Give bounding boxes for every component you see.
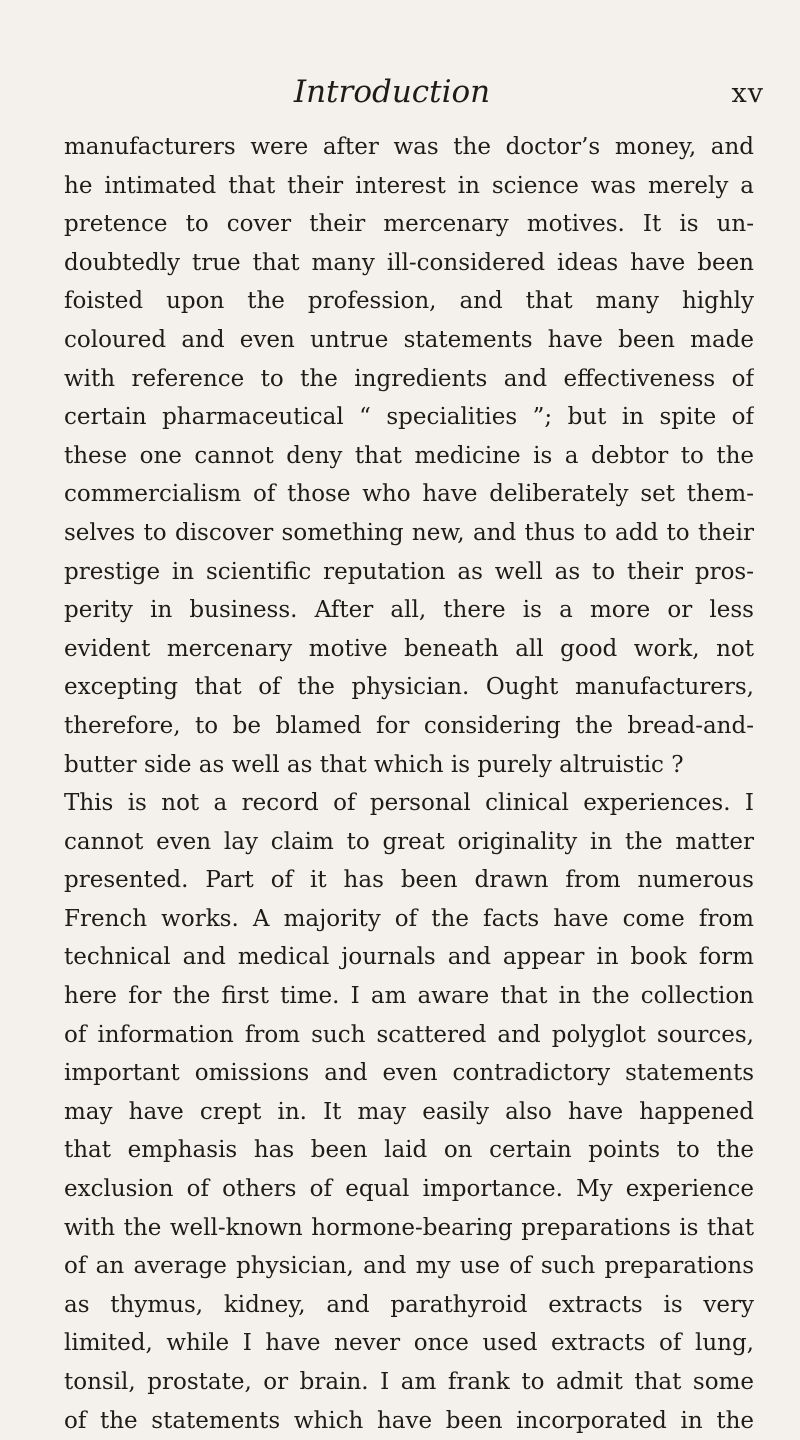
text-line: cannot even lay claim to great originality in the matter bbox=[64, 828, 754, 855]
text-line: exclusion of others of equal importance. My experience bbox=[64, 1176, 754, 1203]
text-line: French works. A majority of the facts have come from bbox=[64, 905, 754, 932]
text-line: here for the first time. I am aware that in the collection bbox=[64, 983, 754, 1010]
text-line: doubtedly true that many ill-considered ideas have been bbox=[64, 249, 754, 276]
text-line: as thymus, kidney, and parathyroid extracts is very bbox=[64, 1291, 754, 1318]
text-line: perity in business. After all, there is a more or less bbox=[64, 597, 754, 624]
running-title: Introduction bbox=[293, 74, 491, 110]
text-line: presented. Part of it has been drawn from numerous bbox=[64, 867, 754, 894]
text-line: of an average physician, and my use of such preparations bbox=[64, 1253, 754, 1280]
text-line: prestige in scientific reputation as well as to their pros- bbox=[64, 558, 754, 585]
text-line: these one cannot deny that medicine is a debtor to the bbox=[64, 442, 754, 469]
page-number: xv bbox=[731, 78, 764, 109]
text-line: of information from such scattered and polyglot sources, bbox=[64, 1021, 754, 1048]
text-line: commercialism of those who have deliberately set them- bbox=[64, 481, 754, 508]
text-line: of the statements which have been incorporated in the bbox=[64, 1407, 754, 1434]
text-line: he intimated that their interest in science was merely a bbox=[64, 172, 754, 199]
text-line: certain pharmaceutical “ specialities ”; but in spite of bbox=[64, 404, 754, 431]
text-line: foisted upon the profession, and that many highly bbox=[64, 288, 754, 315]
page-header bbox=[0, 72, 800, 112]
text-line: with the well-known hormone-bearing preparations is that bbox=[64, 1214, 754, 1241]
text-line: important omissions and even contradictory statements bbox=[64, 1060, 754, 1087]
text-line: manufacturers were after was the doctor’s money, and bbox=[64, 134, 754, 160]
text-line: evident mercenary motive beneath all good work, not bbox=[64, 635, 754, 662]
text-line: pretence to cover their mercenary motives. It is un- bbox=[64, 211, 754, 238]
text-line: butter side as well as that which is purely altruistic ? bbox=[64, 751, 684, 778]
text-line: with reference to the ingredients and effectiveness of bbox=[64, 365, 754, 392]
text-line: This is not a record of personal clinical experiences. I bbox=[64, 790, 754, 817]
text-line: selves to discover something new, and thus to add to their bbox=[64, 519, 754, 546]
text-line: may have crept in. It may easily also have happened bbox=[64, 1098, 754, 1125]
text-line: tonsil, prostate, or brain. I am frank to admit that some bbox=[64, 1369, 754, 1395]
text-line: therefore, to be blamed for considering the bread-and- bbox=[64, 712, 754, 739]
text-line: that emphasis has been laid on certain points to the bbox=[64, 1137, 754, 1164]
text-line: limited, while I have never once used extracts of lung, bbox=[64, 1330, 754, 1357]
body-text bbox=[64, 128, 754, 1440]
text-line: coloured and even untrue statements have been made bbox=[64, 326, 754, 353]
text-line: excepting that of the physician. Ought manufacturers, bbox=[64, 674, 754, 701]
text-line: technical and medical journals and appear in book form bbox=[64, 944, 754, 971]
